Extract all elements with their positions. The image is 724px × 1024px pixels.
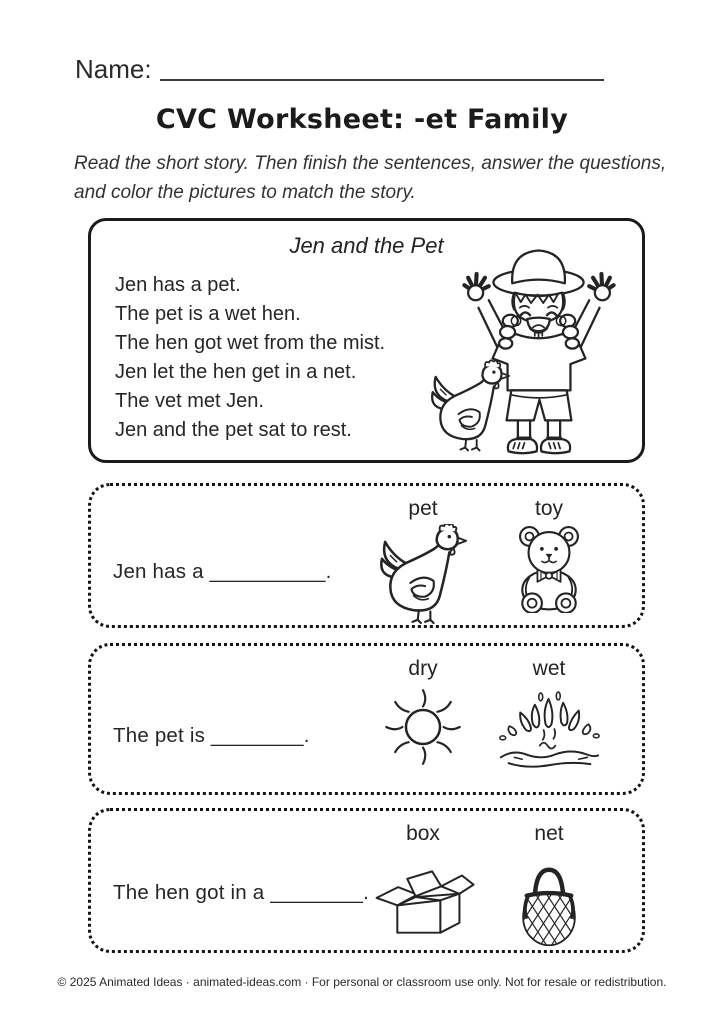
name-blank-line bbox=[160, 79, 604, 81]
exercise-box-2 bbox=[88, 643, 645, 795]
option-label-toy: toy bbox=[534, 497, 563, 520]
exercise-1-option-toy bbox=[483, 497, 615, 613]
instructions-line-1: Read the short story. Then finish the sentences, answer the questions, bbox=[74, 153, 667, 174]
story-line: The hen got wet from the mist. bbox=[115, 332, 386, 354]
name-label: Name: bbox=[75, 54, 152, 84]
exercise-3-sentence: The hen got in a ________. bbox=[113, 881, 369, 904]
option-label-box: box bbox=[406, 822, 440, 845]
footer-text: © 2025 Animated Ideas · animated-ideas.com · For personal or classroom use only. Not for resale or redistribution. bbox=[57, 975, 667, 989]
story-line: The vet met Jen. bbox=[115, 390, 264, 412]
exercise-2-option-wet bbox=[483, 657, 615, 775]
exercise-3-option-net bbox=[483, 822, 615, 949]
exercise-2-sentence: The pet is ________. bbox=[113, 724, 310, 747]
instructions bbox=[74, 150, 666, 207]
hen-icon bbox=[427, 359, 513, 453]
option-label-wet: wet bbox=[532, 657, 566, 680]
option-label-net: net bbox=[534, 822, 564, 845]
exercise-1-option-pet bbox=[357, 497, 489, 624]
exercise-1-sentence: Jen has a __________. bbox=[113, 560, 332, 583]
option-label-dry: dry bbox=[408, 657, 438, 680]
exercise-2-option-dry bbox=[357, 657, 489, 770]
water-splash-icon bbox=[493, 689, 605, 775]
story-line: Jen and the pet sat to rest. bbox=[115, 419, 352, 441]
story-line: The pet is a wet hen. bbox=[115, 303, 301, 325]
name-row bbox=[75, 54, 604, 85]
exercise-box-1 bbox=[88, 483, 645, 628]
story-title: Jen and the Pet bbox=[289, 233, 444, 258]
net-bag-icon bbox=[512, 849, 586, 949]
story-line: Jen let the hen get in a net. bbox=[115, 361, 357, 383]
page-title: CVC Worksheet: -et Family bbox=[155, 104, 569, 135]
option-label-pet: pet bbox=[408, 497, 438, 520]
sun-icon bbox=[380, 684, 466, 770]
story-line: Jen has a pet. bbox=[115, 274, 241, 296]
story-box bbox=[88, 218, 645, 463]
open-box-icon bbox=[369, 849, 477, 936]
hen-icon bbox=[375, 524, 471, 624]
story-text bbox=[115, 271, 385, 445]
exercise-box-3 bbox=[88, 808, 645, 953]
instructions-line-2: and color the pictures to match the story. bbox=[74, 181, 416, 203]
exercise-3-option-box bbox=[357, 822, 489, 936]
teddy-bear-icon bbox=[508, 524, 590, 613]
